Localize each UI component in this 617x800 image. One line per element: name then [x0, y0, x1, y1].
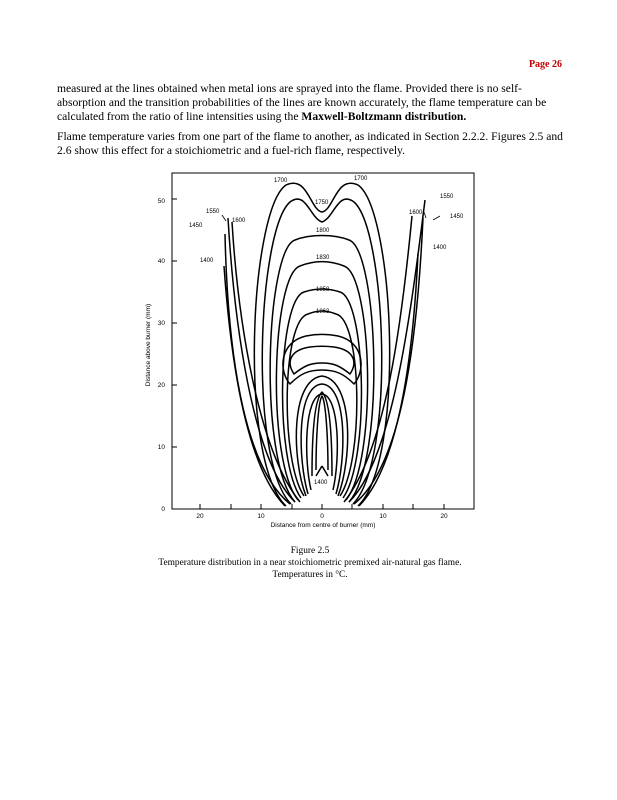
y-tick-label: 40	[157, 258, 165, 265]
contour-1550-left	[228, 218, 295, 502]
contour-label: 1700	[354, 176, 368, 182]
page-number: Page 26	[528, 59, 562, 70]
x-tick-label: 20	[440, 513, 448, 520]
y-axis	[172, 199, 177, 509]
contour-label: 1863	[316, 309, 330, 315]
x-axis	[200, 504, 444, 509]
paragraph-flame-temperature-variation: Flame temperature varies from one part of the flame to another, as indicated in Section 2.2.2. Figures 2.5 and 2.6 show this effect for a stoichiometric and a fuel-rich flame, respectively.	[57, 130, 563, 158]
contour-label: 1600	[409, 210, 423, 216]
contour-label: 1700	[274, 178, 288, 184]
contour-1800	[270, 236, 374, 503]
figure-caption: Temperature distribution in a near stoichiometric premixed air-natural gas flame. Temperatures in °C.	[158, 558, 462, 580]
contour-label: 1450	[450, 214, 464, 220]
contour-label: 1550	[440, 194, 454, 200]
contour-label: 1750	[315, 200, 329, 206]
contour-1400-core-inner	[316, 396, 328, 470]
figure-2-5	[140, 170, 480, 540]
x-axis-label: Distance from centre of burner (mm)	[270, 522, 376, 529]
paragraph-flame-temperature-measurement	[57, 82, 563, 125]
x-tick-label: 10	[257, 513, 265, 520]
contour-label: 1400	[314, 480, 328, 486]
y-axis-label: Distance above burner (mm)	[145, 303, 152, 387]
y-tick-label: 20	[157, 382, 165, 389]
contour-label: 1450	[189, 223, 203, 229]
contour-label: 1400	[200, 258, 214, 264]
paragraph-text: measured at the lines obtained when metal ions are sprayed into the flame. Provided there is no self-absorption and the transition probabilities of the lines are known accurately, the flame temperature can be calculated from the ratio of line intensities using the	[57, 82, 547, 124]
contour-label: 1800	[316, 228, 330, 234]
contour-1450-right	[354, 218, 423, 504]
x-tick-label: 10	[379, 513, 387, 520]
contour-label: 1550	[206, 209, 220, 215]
flame-temperature-contour-plot	[140, 170, 480, 540]
contour-label: 1600	[232, 218, 246, 224]
y-tick-label: 50	[157, 198, 165, 205]
contour-1400-leader	[316, 466, 322, 476]
maxwell-boltzmann-term: Maxwell-Boltzmann distribution.	[301, 110, 467, 124]
y-tick-label: 10	[157, 444, 165, 451]
contour-1400-core	[312, 392, 332, 476]
contour-1400-leader	[322, 466, 328, 476]
figure-number: Figure 2.5	[290, 546, 330, 556]
x-tick-label: 0	[320, 513, 324, 520]
contour-1830	[276, 262, 367, 501]
y-tick-label: 0	[161, 506, 165, 513]
plot-frame	[172, 173, 474, 509]
x-tick-label: 20	[196, 513, 204, 520]
y-tick-label: 30	[157, 320, 165, 327]
contour-label: 1830	[316, 255, 330, 261]
contour-label: 1400	[433, 245, 447, 251]
contour-1750	[262, 199, 381, 504]
contour-label: 1858	[316, 287, 330, 293]
